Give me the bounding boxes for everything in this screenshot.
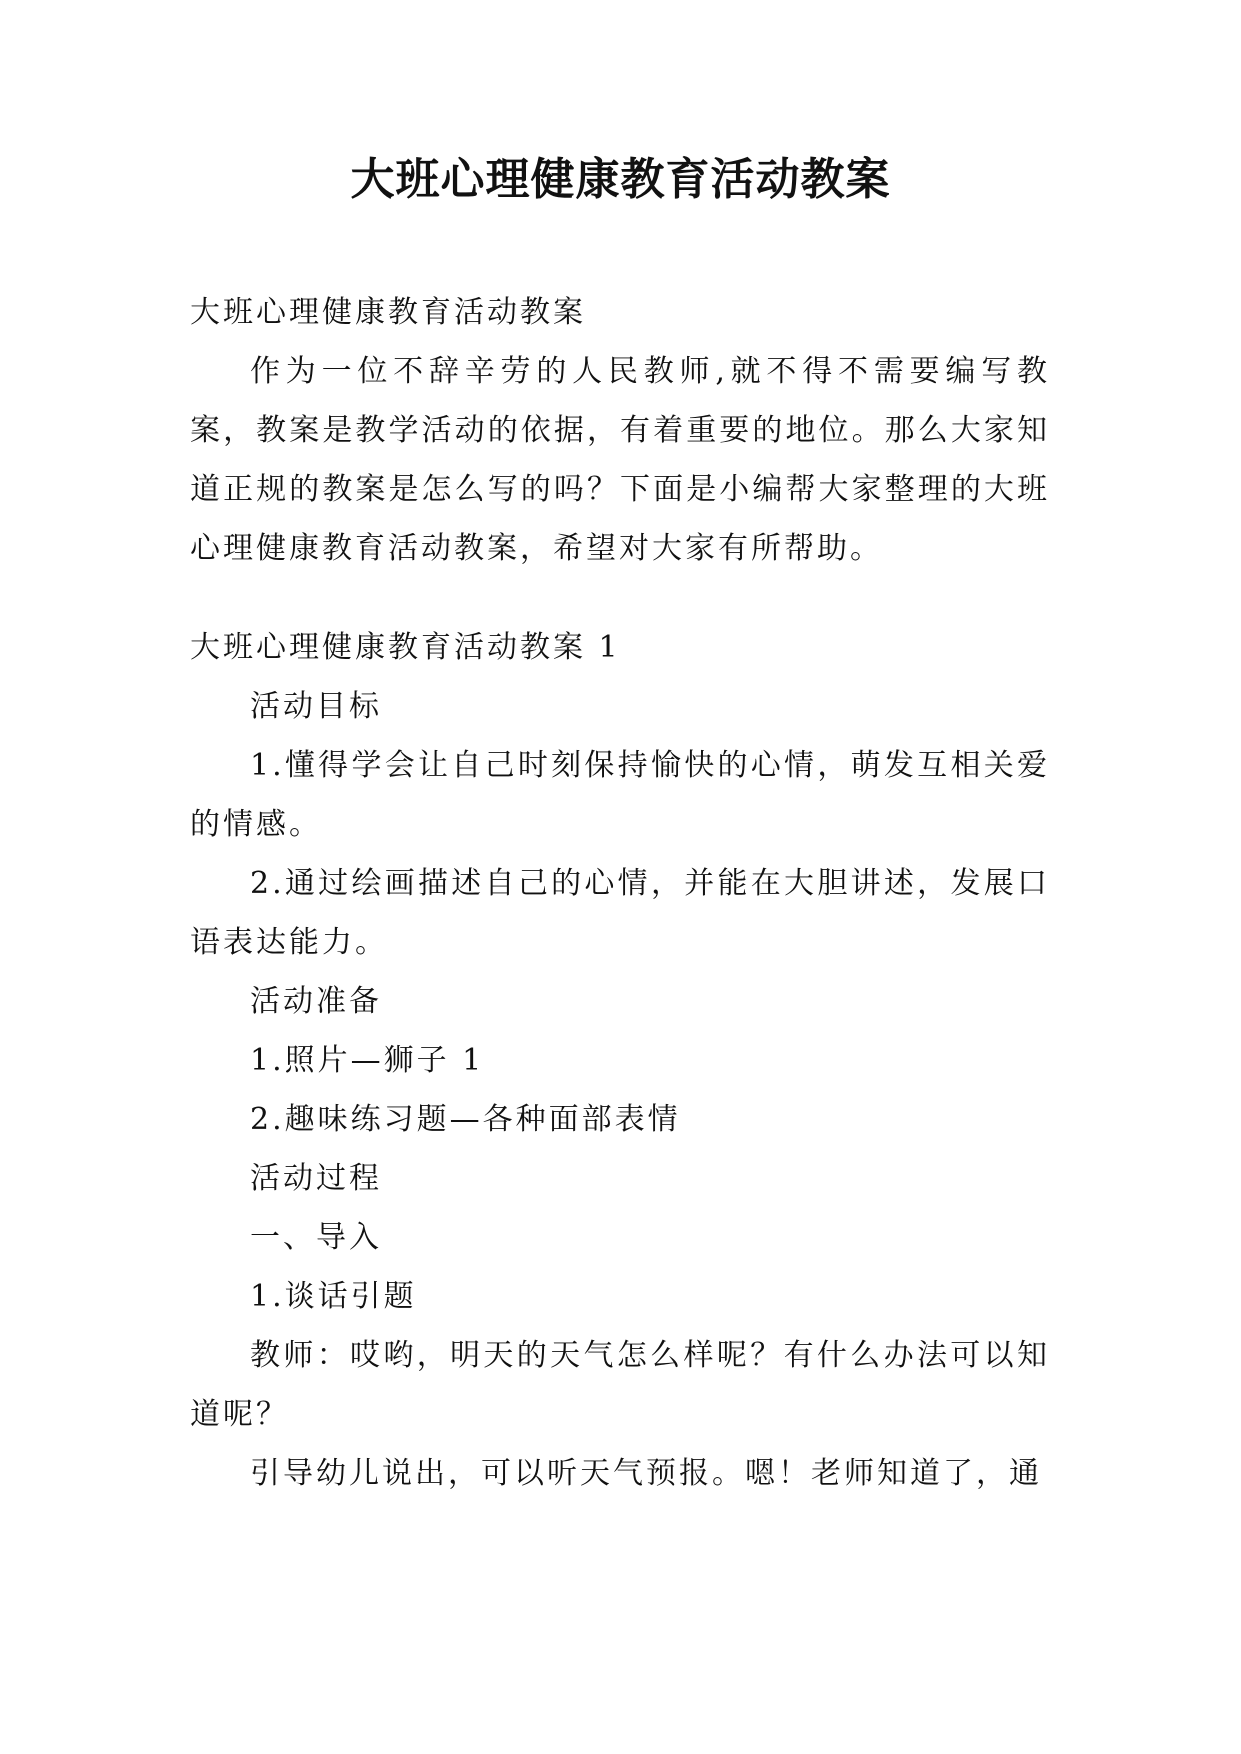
section-label-goals: 活动目标 <box>250 689 382 724</box>
section-label-process: 活动过程 <box>250 1161 382 1196</box>
goal-item-2: 2.通过绘画描述自己的心情，并能在大胆讲述，发展口语表达能力。 <box>190 866 1050 960</box>
section-1 <box>190 618 1050 1503</box>
preparation-item-2: 2.趣味练习题—各种面部表情 <box>250 1102 681 1137</box>
document-title: 大班心理健康教育活动教案 <box>350 154 891 205</box>
teacher-dialogue: 教师：哎哟，明天的天气怎么样呢？有什么办法可以知道呢？ <box>190 1338 1050 1432</box>
process-substep-heading: 1.谈话引题 <box>250 1279 417 1314</box>
section-label-preparation: 活动准备 <box>250 984 382 1019</box>
goal-item-1: 1.懂得学会让自己时刻保持愉快的心情，萌发互相关爱的情感。 <box>190 748 1050 842</box>
guidance-paragraph: 引导幼儿说出，可以听天气预报。嗯！老师知道了，通 <box>250 1456 1042 1491</box>
process-step-heading: 一、导入 <box>250 1220 382 1255</box>
intro-heading: 大班心理健康教育活动教案 <box>190 295 586 330</box>
intro-paragraph: 作为一位不辞辛劳的人民教师,就不得不需要编写教案，教案是教学活动的依据，有着重要的地位。那么大家知道正规的教案是怎么写的吗？下面是小编帮大家整理的大班心理健康教育活动教案，希望对大家有所帮助。 <box>190 354 1050 566</box>
preparation-item-1: 1.照片—狮子 1 <box>250 1043 485 1078</box>
section-1-heading: 大班心理健康教育活动教案 1 <box>190 630 621 665</box>
intro-section <box>190 283 1050 578</box>
